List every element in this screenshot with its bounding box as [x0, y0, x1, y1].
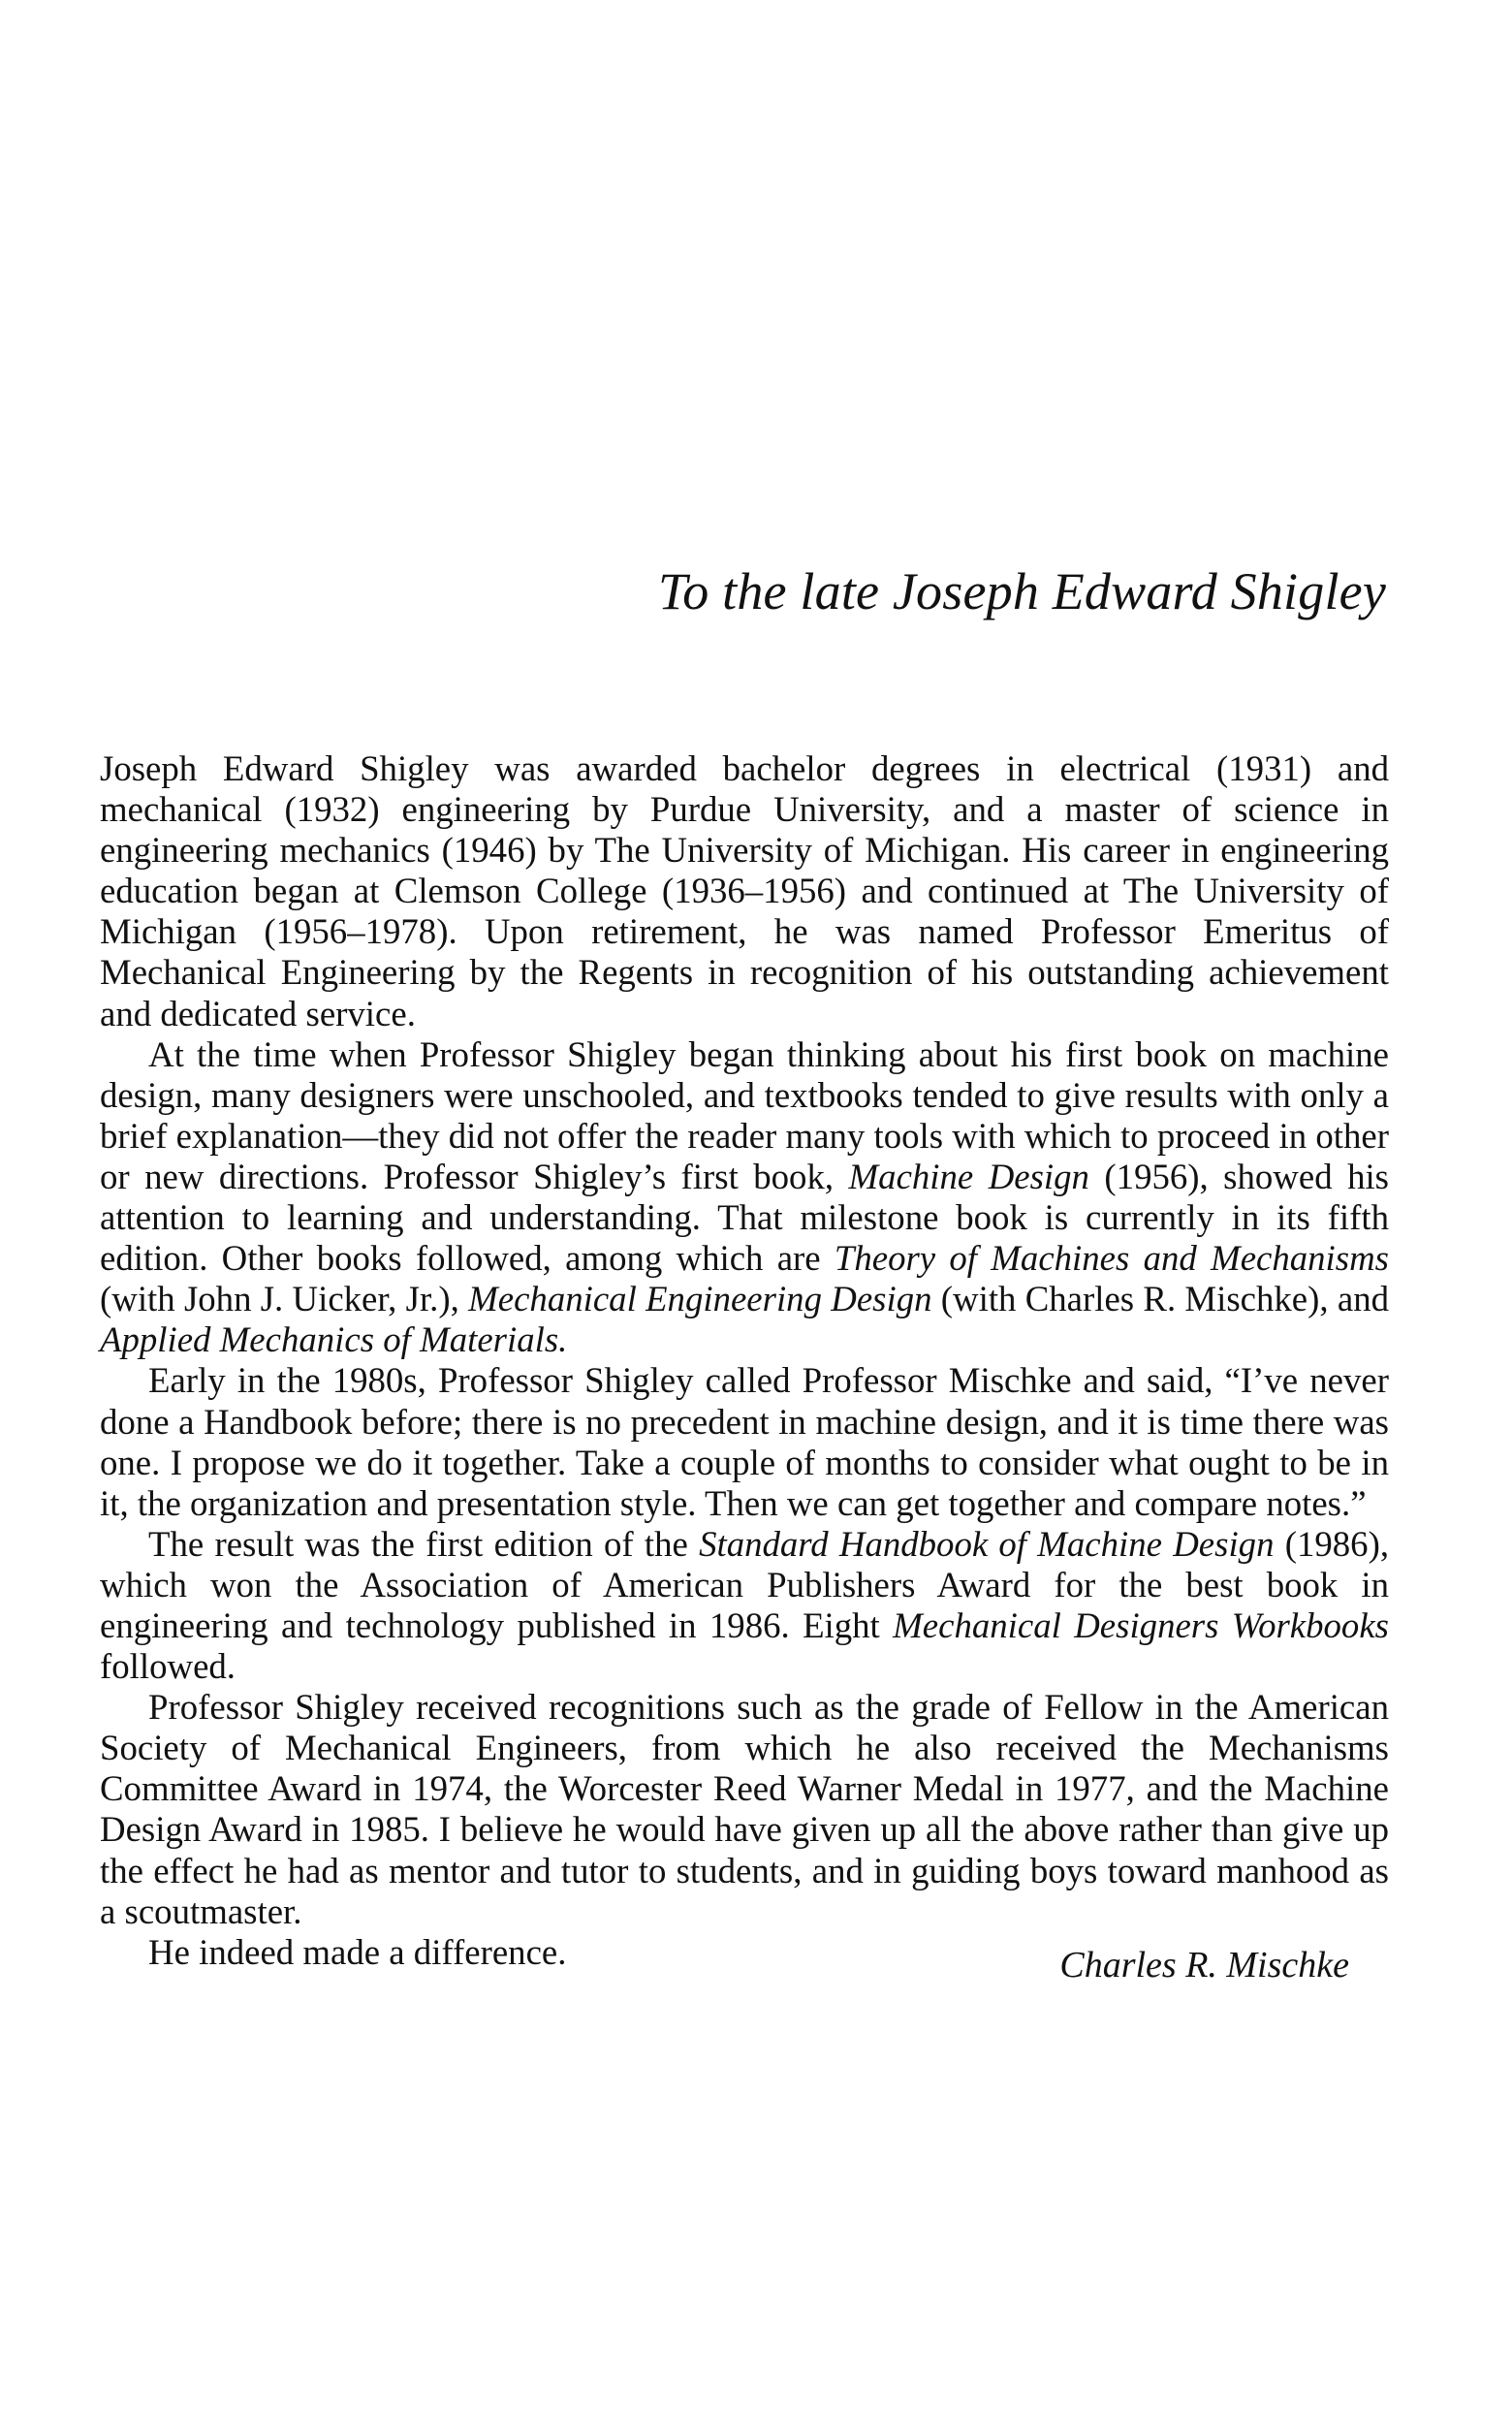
paragraph-text-run: He indeed made a difference. — [148, 1931, 567, 1972]
italic-title-text: Theory of Machines and Mechanisms — [834, 1238, 1389, 1279]
paragraph-text-run: At the time when Professor Shigley began thinking about his first book on machine design, many designers were unschooled, and textbooks tended to give results with only a brief explanation—they did not offer the reader many tools with which to proceed in other or new directions. Professor Shigley’s first book, — [100, 1033, 1389, 1196]
italic-title-text: Machine Design — [848, 1156, 1089, 1196]
italic-title-text: Mechanical Designers Workbooks — [893, 1604, 1389, 1645]
italic-title-text: Applied Mechanics of Materials. — [100, 1319, 568, 1360]
paragraph-text-run: (with Charles R. Mischke), and — [931, 1279, 1389, 1319]
memorial-text — [100, 748, 1389, 1973]
author-signature: Charles R. Mischke — [1059, 1945, 1349, 1985]
paragraph-text-run: (1986), which won the Association of American Publishers Award for the best book in engineering and technology published in 1986. Eight — [100, 1523, 1390, 1645]
paragraph-text-run: Early in the 1980s, Professor Shigley called Professor Mischke and said, “I’ve never done a Handbook before; there is no precedent in machine design, and it is time there was one. I propose we do it together. Take a couple of months to consider what ought to be in it, the organization and presentation style. Then we can get together and compare notes.” — [100, 1360, 1389, 1523]
paragraph-first-edition — [100, 1524, 1389, 1687]
paragraph-career — [100, 748, 1389, 1034]
italic-title-text: Standard Handbook of Machine Design — [699, 1523, 1275, 1564]
dedication-heading: To the late Joseph Edward Shigley — [657, 562, 1386, 620]
paragraph-text-run: (with John J. Uicker, Jr.), — [100, 1279, 469, 1319]
paragraph-recognitions — [100, 1687, 1389, 1932]
italic-title-text: Mechanical Engineering Design — [468, 1279, 932, 1319]
paragraph-text-run: (1956), showed his attention to learning and understanding. That milestone book is currently in its fifth edition. Other books followed, among which are — [100, 1156, 1390, 1279]
paragraph-text-run: Professor Shigley received recognitions such as the grade of Fellow in the American Society of Mechanical Engineers, from which he also received the Mechanisms Committee Award in 1974, the Worcester Reed Warner Medal in 1977, and the Machine Design Award in 1985. I believe he would have given up all the above rather than give up the effect he had as mentor and tutor to students, and in guiding boys toward manhood as a scoutmaster. — [100, 1687, 1389, 1931]
paragraph-text-run: followed. — [100, 1646, 236, 1687]
paragraph-handbook-origin — [100, 1360, 1389, 1523]
paragraph-text-run: The result was the first edition of the — [148, 1523, 700, 1564]
paragraph-books — [100, 1034, 1389, 1361]
paragraph-text-run: Joseph Edward Shigley was awarded bachelor degrees in electrical (1931) and mechanical (1932) engineering by Purdue University, and a master of science in engineering mechanics (1946) by The University of Michigan. His career in engineering education began at Clemson College (1936–1956) and continued at The University of Michigan (1956–1978). Upon retirement, he was named Professor Emeritus of Mechanical Engineering by the Regents in recognition of his outstanding achievement and dedicated service. — [100, 748, 1389, 1033]
